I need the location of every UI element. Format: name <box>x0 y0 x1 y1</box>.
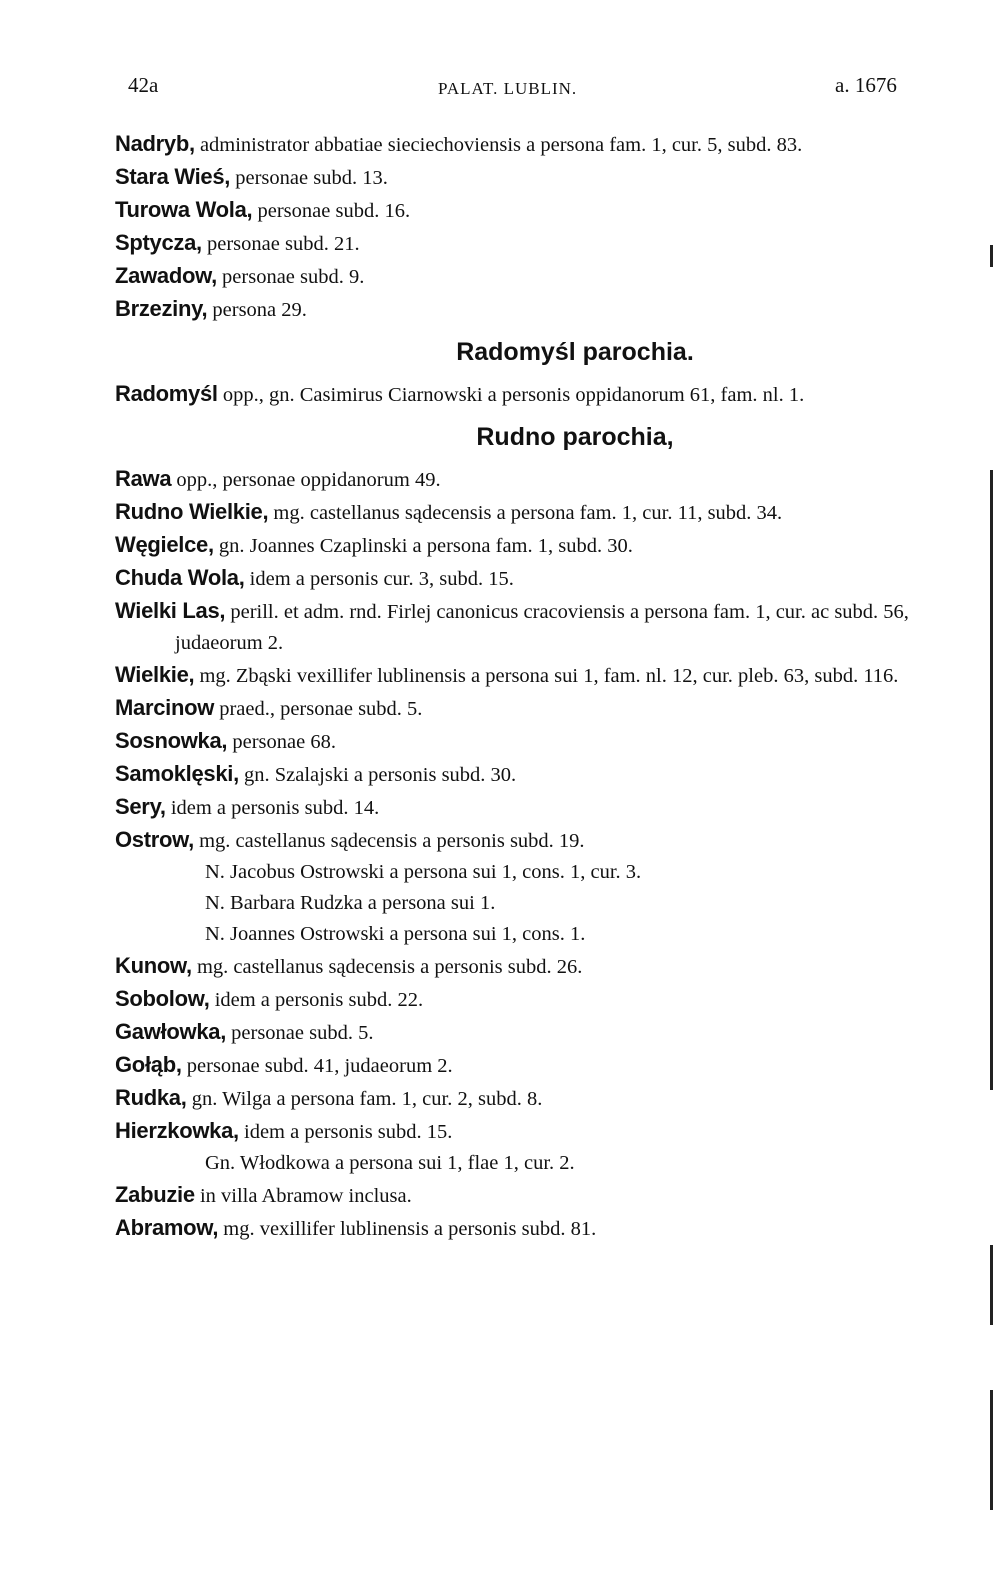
entry-text: idem a personis subd. 22. <box>209 989 424 1011</box>
register-body <box>115 128 925 1245</box>
register-entry <box>115 463 925 496</box>
place-name: Sery, <box>115 794 166 819</box>
register-entry <box>115 194 925 227</box>
margin-rule <box>990 470 993 1090</box>
place-name: Ostrow, <box>115 827 194 852</box>
page-number: 42a <box>128 73 159 97</box>
entry-text: opp., gn. Casimirus Ciarnowski a personis oppidanorum 61, fam. nl. 1. <box>217 384 805 406</box>
entry-text: personae 68. <box>227 731 336 753</box>
sub-entry: Gn. Włodkowa a persona sui 1, flae 1, cur. 2. <box>205 1152 575 1174</box>
register-entry <box>115 791 925 824</box>
register-entry <box>115 1212 925 1245</box>
place-name: Radomyśl <box>115 381 218 406</box>
place-name: Hierzkowka, <box>115 1118 239 1143</box>
entry-text: personae subd. 41, judaeorum 2. <box>181 1055 453 1077</box>
place-name: Rudno Wielkie, <box>115 499 269 524</box>
section-heading: Rudno parochia, <box>476 423 674 451</box>
entry-text: personae subd. 21. <box>201 233 360 255</box>
place-name: Sosnowka, <box>115 728 228 753</box>
entry-text: personae subd. 5. <box>226 1022 374 1044</box>
place-name: Stara Wieś, <box>115 164 231 189</box>
register-entry <box>115 1179 925 1212</box>
register-entry <box>115 983 925 1016</box>
place-name: Węgielce, <box>115 532 214 557</box>
entry-text: personae subd. 16. <box>252 200 411 222</box>
sub-entry: N. Barbara Rudzka a persona sui 1. <box>205 892 496 914</box>
entry-text: administrator abbatiae sieciechoviensis a persona fam. 1, cur. 5, subd. 83. <box>194 134 803 156</box>
register-entry <box>115 161 925 194</box>
place-name: Kunow, <box>115 953 192 978</box>
place-name: Gawłowka, <box>115 1019 227 1044</box>
register-entry <box>115 227 925 260</box>
place-name: Rawa <box>115 466 172 491</box>
register-entry <box>115 260 925 293</box>
place-name: Wielki Las, <box>115 598 226 623</box>
entry-text: idem a personis cur. 3, subd. 15. <box>244 568 514 590</box>
place-name: Chuda Wola, <box>115 565 245 590</box>
entry-text: perill. et adm. rnd. Firlej canonicus cracoviensis a persona fam. 1, cur. ac subd. 56, judaeorum 2. <box>175 601 909 654</box>
register-entry <box>115 758 925 791</box>
place-name: Zabuzie <box>115 1182 195 1207</box>
entry-text: idem a personis subd. 15. <box>238 1121 453 1143</box>
entry-text: mg. castellanus sądecensis a persona fam. 1, cur. 11, subd. 34. <box>268 502 783 524</box>
sub-entry: N. Joannes Ostrowski a persona sui 1, cons. 1. <box>205 923 586 945</box>
register-entry <box>115 1016 925 1049</box>
register-entry <box>115 1082 925 1115</box>
register-entry <box>115 595 925 659</box>
entry-text: praed., personae subd. 5. <box>214 698 423 720</box>
register-entry <box>115 824 925 857</box>
register-entry <box>115 529 925 562</box>
entry-text: mg. Zbąski vexillifer lublinensis a persona sui 1, fam. nl. 12, cur. pleb. 63, subd. 116. <box>194 665 899 687</box>
place-name: Brzeziny, <box>115 296 208 321</box>
register-entry <box>115 128 925 161</box>
entry-text: gn. Joannes Czaplinski a persona fam. 1, subd. 30. <box>213 535 633 557</box>
entry-text: personae subd. 13. <box>230 167 388 189</box>
register-entry <box>115 950 925 983</box>
place-name: Samoklęski, <box>115 761 239 786</box>
year: a. 1676 <box>835 73 897 97</box>
entry-text: idem a personis subd. 14. <box>165 797 380 819</box>
entry-text: personae subd. 9. <box>216 266 365 288</box>
place-name: Marcinow <box>115 695 215 720</box>
register-entry <box>115 692 925 725</box>
section-heading: Radomyśl parochia. <box>456 338 694 366</box>
place-name: Abramow, <box>115 1215 219 1240</box>
register-entry <box>115 1115 925 1148</box>
place-name: Sobolow, <box>115 986 210 1011</box>
entry-text: mg. castellanus sądecensis a personis subd. 26. <box>191 956 583 978</box>
entry-text: gn. Wilga a persona fam. 1, cur. 2, subd. 8. <box>186 1088 543 1110</box>
running-title: PALAT. LUBLIN. <box>438 79 578 98</box>
register-entry <box>115 725 925 758</box>
entry-text: mg. castellanus sądecensis a personis subd. 19. <box>193 830 585 852</box>
place-name: Turowa Wola, <box>115 197 253 222</box>
register-entry <box>115 496 925 529</box>
place-name: Wielkie, <box>115 662 195 687</box>
margin-rule <box>990 1245 993 1325</box>
margin-mark <box>990 245 993 267</box>
entry-text: in villa Abramow inclusa. <box>194 1185 412 1207</box>
entry-text: opp., personae oppidanorum 49. <box>171 469 441 491</box>
place-name: Rudka, <box>115 1085 187 1110</box>
register-entry <box>115 659 925 692</box>
register-entry <box>115 1049 925 1082</box>
margin-rule <box>990 1390 993 1510</box>
entry-text: mg. vexillifer lublinensis a personis subd. 81. <box>218 1218 597 1240</box>
place-name: Gołąb, <box>115 1052 182 1077</box>
entry-text: persona 29. <box>207 299 307 321</box>
sub-entry: N. Jacobus Ostrowski a persona sui 1, cons. 1, cur. 3. <box>205 861 642 883</box>
register-entry <box>115 378 925 411</box>
entry-text: gn. Szalajski a personis subd. 30. <box>238 764 517 786</box>
register-entry <box>115 562 925 595</box>
place-name: Sptycza, <box>115 230 202 255</box>
place-name: Zawadow, <box>115 263 217 288</box>
place-name: Nadryb, <box>115 131 195 156</box>
register-entry <box>115 293 925 326</box>
